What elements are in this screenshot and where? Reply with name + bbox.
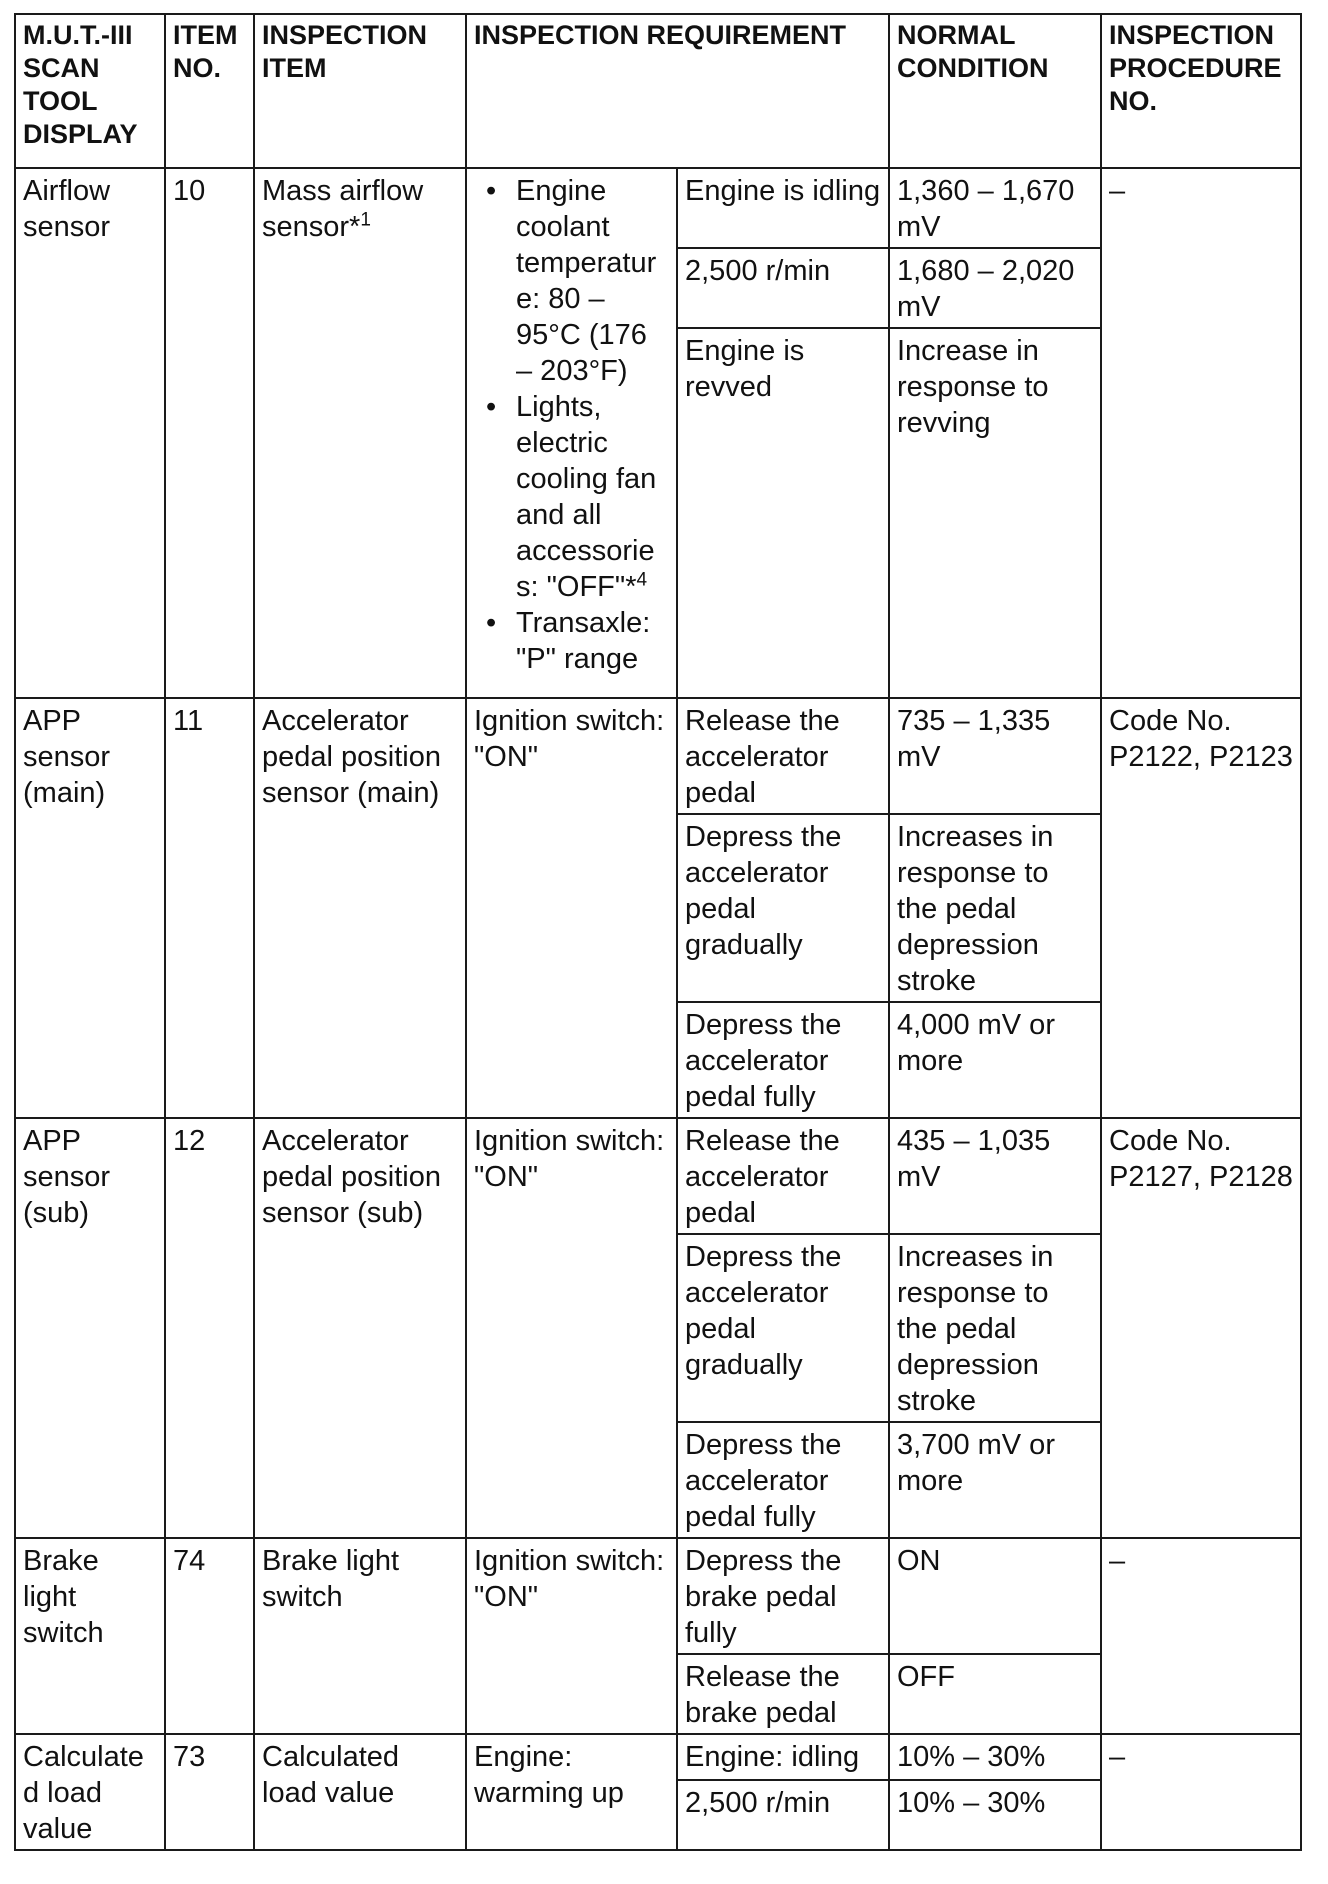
table-row [15, 168, 1301, 248]
requirement-cell: Depress the brake pedal fully [677, 1538, 889, 1654]
requirement-cell: Release the accelerator pedal [677, 1118, 889, 1234]
table-row [15, 1118, 1301, 1234]
normal-condition-cell: ON [889, 1538, 1101, 1654]
display-cell: Airflow sensor [15, 168, 165, 698]
inspection-item-cell: Accelerator pedal position sensor (sub) [254, 1118, 466, 1538]
condition-item: • Transaxle: "P" range [516, 605, 669, 677]
display-cell: APP sensor (main) [15, 698, 165, 1118]
condition-cell: Ignition switch: "ON" [466, 1118, 677, 1538]
procedure-cell: – [1101, 1734, 1301, 1850]
display-cell: Calculated load value [15, 1734, 165, 1850]
item-text: Mass airflow sensor* [262, 175, 424, 243]
requirement-cell: Depress the accelerator pedal gradually [677, 1234, 889, 1422]
item-no-cell: 11 [165, 698, 254, 1118]
inspection-item-cell [254, 168, 466, 698]
condition-item: • Engine coolant temperature: 80 – 95°C (176 – 203°F) [516, 173, 669, 389]
normal-condition-cell: 3,700 mV or more [889, 1422, 1101, 1538]
normal-condition-cell: 4,000 mV or more [889, 1002, 1101, 1118]
normal-condition-cell: OFF [889, 1654, 1101, 1734]
header-display: M.U.T.-III SCAN TOOL DISPLAY [15, 14, 165, 168]
procedure-cell: – [1101, 1538, 1301, 1734]
inspection-table-page [14, 13, 1300, 1851]
requirement-cell: Engine is idling [677, 168, 889, 248]
condition-text: Lights, electric cooling fan and all accessories: "OFF"* [516, 391, 657, 603]
footnote-marker: 1 [360, 209, 371, 231]
inspection-item-cell: Calculated load value [254, 1734, 466, 1850]
item-no-cell: 74 [165, 1538, 254, 1734]
requirement-cell: 2,500 r/min [677, 1780, 889, 1850]
display-cell: APP sensor (sub) [15, 1118, 165, 1538]
condition-cell: Engine: warming up [466, 1734, 677, 1850]
normal-condition-cell: Increases in response to the pedal depression stroke [889, 814, 1101, 1002]
normal-condition-cell: 735 – 1,335 mV [889, 698, 1101, 814]
item-no-cell: 12 [165, 1118, 254, 1538]
normal-condition-cell: 435 – 1,035 mV [889, 1118, 1101, 1234]
requirement-cell: 2,500 r/min [677, 248, 889, 328]
header-row [15, 14, 1301, 168]
footnote-marker: 4 [636, 569, 648, 591]
procedure-cell: Code No. P2122, P2123 [1101, 698, 1301, 1118]
normal-condition-cell: 10% – 30% [889, 1780, 1101, 1850]
requirement-cell: Engine: idling [677, 1734, 889, 1780]
header-item-no: ITEM NO. [165, 14, 254, 168]
normal-condition-cell: 1,360 – 1,670 mV [889, 168, 1101, 248]
normal-condition-cell: 1,680 – 2,020 mV [889, 248, 1101, 328]
header-inspection-requirement: INSPECTION REQUIREMENT [466, 14, 889, 168]
scan-tool-inspection-table [14, 13, 1302, 1851]
table-row [15, 1734, 1301, 1780]
normal-condition-cell: Increase in response to revving [889, 328, 1101, 698]
display-cell: Brake light switch [15, 1538, 165, 1734]
procedure-cell: Code No. P2127, P2128 [1101, 1118, 1301, 1538]
header-normal-condition: NORMAL CONDITION [889, 14, 1101, 168]
item-no-cell: 73 [165, 1734, 254, 1850]
requirement-cell: Depress the accelerator pedal gradually [677, 814, 889, 1002]
condition-list [474, 173, 669, 677]
requirement-cell: Engine is revved [677, 328, 889, 698]
table-row [15, 698, 1301, 814]
inspection-item-cell: Accelerator pedal position sensor (main) [254, 698, 466, 1118]
normal-condition-cell: 10% – 30% [889, 1734, 1101, 1780]
item-no-cell: 10 [165, 168, 254, 698]
procedure-cell: – [1101, 168, 1301, 698]
requirement-cell: Depress the accelerator pedal fully [677, 1002, 889, 1118]
condition-item [516, 389, 669, 605]
condition-cell: Ignition switch: "ON" [466, 698, 677, 1118]
inspection-item-cell: Brake light switch [254, 1538, 466, 1734]
table-row [15, 1538, 1301, 1654]
header-inspection-item: INSPECTION ITEM [254, 14, 466, 168]
condition-cell [466, 168, 677, 698]
requirement-cell: Depress the accelerator pedal fully [677, 1422, 889, 1538]
requirement-cell: Release the accelerator pedal [677, 698, 889, 814]
header-procedure-no: INSPECTION PROCEDURE NO. [1101, 14, 1301, 168]
normal-condition-cell: Increases in response to the pedal depression stroke [889, 1234, 1101, 1422]
condition-cell: Ignition switch: "ON" [466, 1538, 677, 1734]
requirement-cell: Release the brake pedal [677, 1654, 889, 1734]
